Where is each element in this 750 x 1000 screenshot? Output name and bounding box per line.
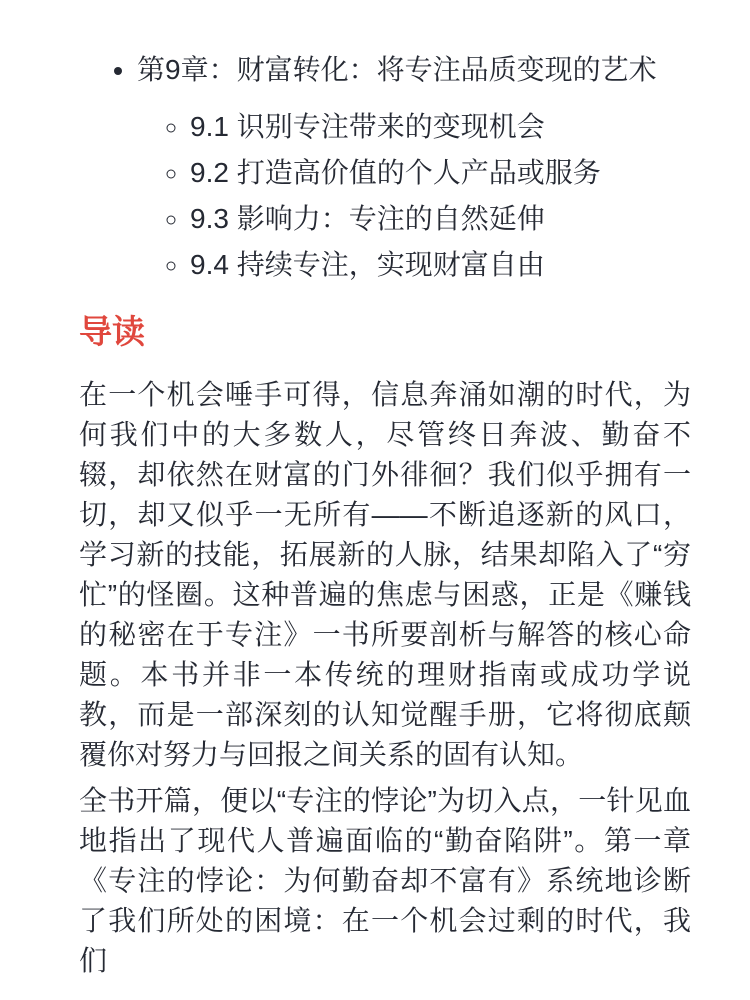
chapter-list bbox=[79, 50, 691, 288]
section-item-9-1: ◦ 9.1 识别专注带来的变现机会 bbox=[190, 104, 691, 150]
chapter-item bbox=[137, 50, 691, 288]
section-item-9-3: ◦ 9.3 影响力：专注的自然延伸 bbox=[190, 196, 691, 242]
section-list bbox=[137, 104, 691, 288]
guide-heading: 导读 bbox=[79, 313, 145, 350]
section-item-9-4: ◦ 9.4 持续专注，实现财富自由 bbox=[190, 242, 691, 288]
section-item-9-2: ◦ 9.2 打造高价值的个人产品或服务 bbox=[190, 150, 691, 196]
chapter-title: 第9章：财富转化：将专注品质变现的艺术 bbox=[137, 54, 657, 85]
guide-paragraph-2: 全书开篇，便以“专注的悖论”为切入点，一针见血地指出了现代人普遍面临的“勤奋陷阱”。第一章《专注的悖论：为何勤奋却不富有》系统地诊断了我们所处的困境：在一个机会过剩的时代，我们 bbox=[79, 785, 691, 976]
guide-paragraph-1: 在一个机会唾手可得，信息奔涌如潮的时代，为何我们中的大多数人，尽管终日奔波、勤奋不辍，却依然在财富的门外徘徊？我们似乎拥有一切，却又似乎一无所有——不断追逐新的风口，学习新的技能，拓展新的人脉，结果却陷入了“穷忙”的怪圈。这种普遍的焦虑与困惑，正是《赚钱的秘密在于专注》一书所要剖析与解答的核心命题。本书并非一本传统的理财指南或成功学说教，而是一部深刻的认知觉醒手册，它将彻底颠覆你对努力与回报之间关系的固有认知。 bbox=[79, 379, 691, 770]
